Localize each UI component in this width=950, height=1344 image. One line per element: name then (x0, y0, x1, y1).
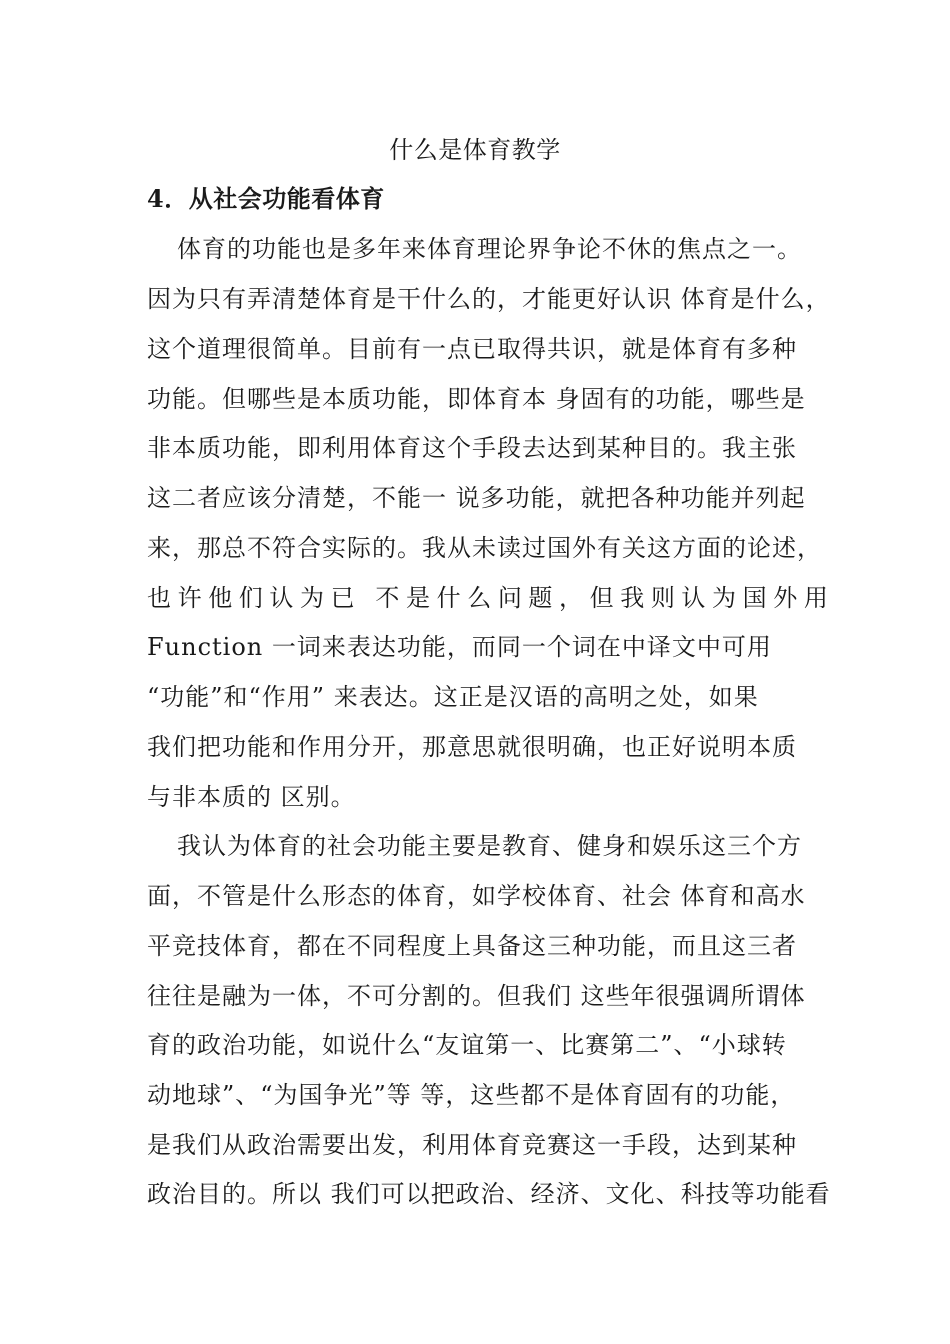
paragraph-line: 政治目的。所以 我们可以把政治、经济、文化、科技等功能看 (147, 1180, 831, 1208)
paragraph-line: 面，不管是什么形态的体育，如学校体育、社会 体育和高水 (147, 882, 806, 910)
paragraph-line: Function 一词来表达功能，而同一个词在中译文中可用 (147, 633, 772, 661)
paragraph-line: 因为只有弄清楚体育是干什么的，才能更好认识 体育是什么， (147, 285, 831, 313)
paragraph-line: “功能”和“作用” 来表达。这正是汉语的高明之处，如果 (147, 683, 759, 711)
paragraph-line: 与非本质的 区别。 (147, 783, 356, 811)
document-title: 什么是体育教学 (389, 136, 561, 164)
paragraph-line: 育的政治功能，如说什么“友谊第一、比赛第二”、“小球转 (147, 1031, 787, 1059)
paragraph-line: 往往是融为一体，不可分割的。但我们 这些年很强调所谓体 (147, 982, 806, 1010)
paragraph-line: 是我们从政治需要出发，利用体育竞赛这一手段，达到某种 (147, 1131, 797, 1159)
paragraph-line: 这个道理很简单。目前有一点已取得共识，就是体育有多种 (147, 335, 797, 363)
paragraph-line: 我认为体育的社会功能主要是教育、健身和娱乐这三个方 (177, 832, 802, 860)
paragraph-line: 这二者应该分清楚，不能一 说多功能，就把各种功能并列起 (147, 484, 806, 512)
paragraph-line: 也许他们认为已 不是什么问题，但我则认为国外用 (147, 584, 835, 612)
paragraph-line: 来，那总不符合实际的。我从未读过国外有关这方面的论述， (147, 534, 822, 562)
paragraph-line: 体育的功能也是多年来体育理论界争论不休的焦点之一。 (177, 235, 802, 263)
paragraph-line: 非本质功能，即利用体育这个手段去达到某种目的。我主张 (147, 434, 797, 462)
paragraph-line: 我们把功能和作用分开，那意思就很明确，也正好说明本质 (147, 733, 797, 761)
paragraph-line: 平竞技体育，都在不同程度上具备这三种功能，而且这三者 (147, 932, 797, 960)
paragraph-line: 功能。但哪些是本质功能，即体育本 身固有的功能，哪些是 (147, 385, 806, 413)
paragraph-line: 动地球”、“为国争光”等 等，这些都不是体育固有的功能， (147, 1081, 796, 1109)
section-heading: 4．从社会功能看体育 (147, 184, 385, 213)
